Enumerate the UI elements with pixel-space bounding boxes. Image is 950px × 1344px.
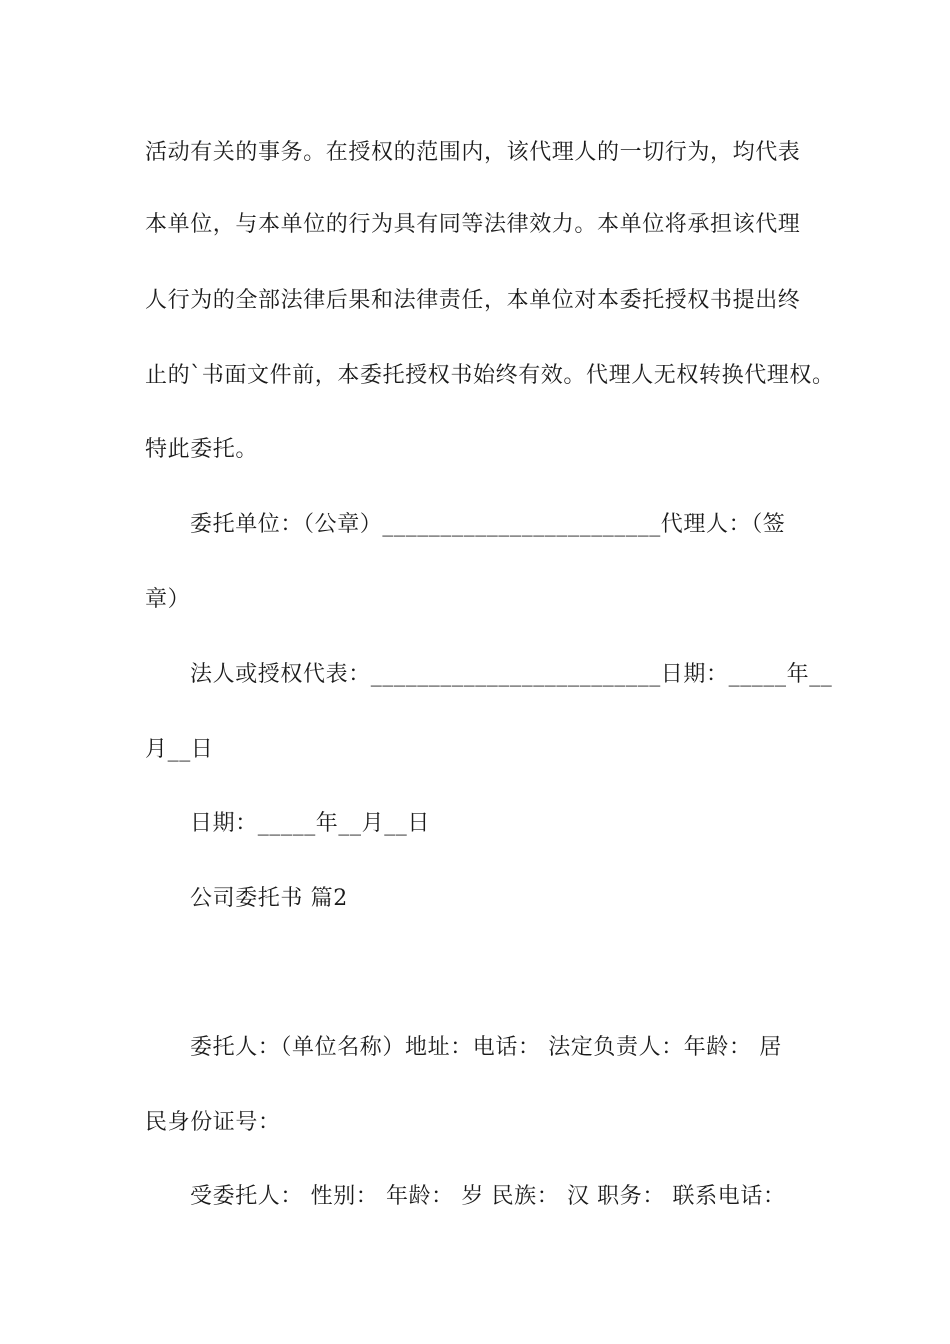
paragraph-line: 止的`书面文件前，本委托授权书始终有效。代理人无权转换代理权。: [145, 363, 835, 388]
signature-line-representative: 法人或授权代表：_________________________日期：_____年__: [190, 662, 833, 687]
signature-line-unit-cont: 章）: [145, 587, 191, 612]
paragraph-line: 人行为的全部法律后果和法律责任，本单位对本委托授权书提出终: [145, 288, 801, 313]
paragraph-line: 活动有关的事务。在授权的范围内，该代理人的一切行为，均代表: [145, 140, 801, 165]
date-line: 日期：_____年__月__日: [190, 811, 431, 836]
principal-line: 委托人：（单位名称）地址：电话： 法定负责人：年龄： 居: [190, 1035, 782, 1060]
signature-line-unit: 委托单位：（公章）________________________代理人：（签: [190, 512, 786, 537]
signature-line-representative-cont: 月__日: [145, 737, 214, 762]
section-heading: 公司委托书 篇2: [190, 886, 348, 911]
agent-line: 受委托人： 性别： 年龄： 岁 民族： 汉 职务： 联系电话：: [190, 1184, 786, 1209]
principal-line-cont: 民身份证号：: [145, 1110, 281, 1135]
paragraph-line: 本单位，与本单位的行为具有同等法律效力。本单位将承担该代理: [145, 212, 801, 237]
closing-line: 特此委托。: [145, 437, 259, 462]
